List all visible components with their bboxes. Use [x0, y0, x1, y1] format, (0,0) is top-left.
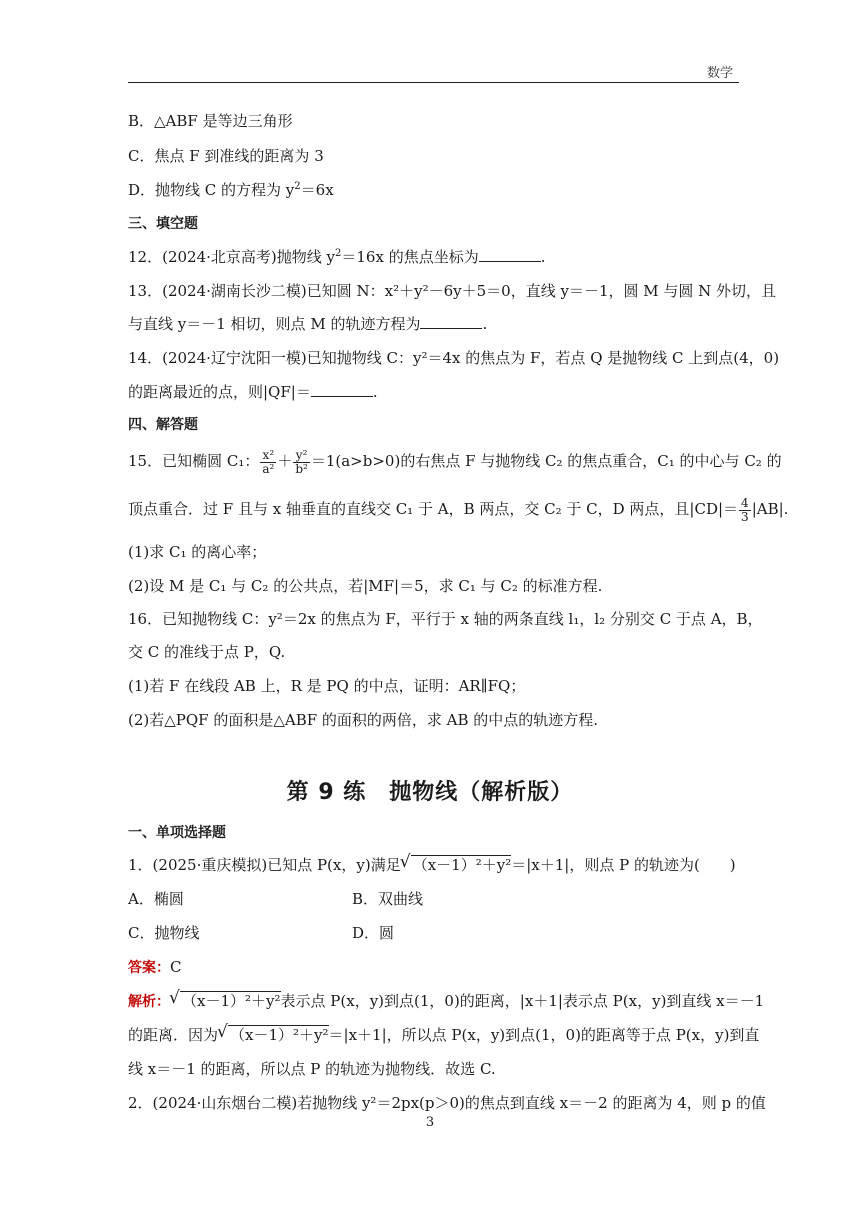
analysis-sqrt-2: √ （x－1）²＋y² — [228, 1025, 329, 1044]
q13-end: . — [482, 315, 488, 333]
q1-stem-a: 1．(2025·重庆模拟)已知点 P(x，y)满足 — [128, 856, 401, 874]
q1-option-a: A．椭圆 — [128, 890, 184, 908]
question-1-stem — [128, 854, 736, 876]
q15-line2-a: 顶点重合．过 F 且与 x 轴垂直的直线交 C₁ 于 A，B 两点，交 C₂ 于 C，D 两点，且|CD|＝ — [128, 500, 739, 518]
question-1-options-row1 — [128, 888, 184, 910]
section-solution-heading: 四、解答题 — [128, 417, 198, 433]
option-d-sup: 2 — [294, 181, 301, 192]
q1-stem-b: ＝|x＋1|，则点 P 的轨迹为( ) — [511, 856, 736, 874]
option-d-suffix: ＝6x — [300, 181, 334, 199]
q14-line2-text: 的距离最近的点，则|QF|＝ — [128, 383, 311, 401]
question-1-answer — [128, 956, 181, 979]
q13-source: (2024·湖南长沙二模) — [162, 282, 307, 300]
analysis-label: 解析： — [128, 994, 170, 1010]
question-14-line1 — [128, 347, 779, 369]
q15-fraction-ratio — [739, 497, 751, 524]
q12-sup: 2 — [335, 248, 342, 259]
question-1-analysis-line2 — [128, 1024, 759, 1046]
page-title: 第 9 练 抛物线（解析版） — [286, 780, 574, 805]
q1-sqrt: √ （x－1）²＋y² — [411, 855, 512, 874]
header-subject: 数学 — [706, 66, 733, 81]
q15-frac2-den: b² — [295, 461, 308, 476]
question-13-line1 — [128, 280, 776, 302]
analysis-line1-text: 表示点 P(x，y)到点(1，0)的距离，|x＋1|表示点 P(x，y)到直线 x＝－1 — [280, 992, 765, 1010]
q1-option-d: D．圆 — [352, 924, 395, 942]
question-12 — [128, 246, 545, 268]
q12-text-b: ＝16x 的焦点坐标为 — [341, 248, 479, 266]
q1-option-c: C．抛物线 — [128, 924, 200, 942]
header-divider — [128, 82, 739, 83]
q1-option-b: B．双曲线 — [352, 890, 424, 908]
q15-frac3-den: 3 — [741, 509, 749, 524]
q12-text-a: 抛物线 y — [276, 248, 335, 266]
q15-fraction-x — [260, 449, 276, 476]
q12-end: . — [540, 248, 546, 266]
question-16-part2: (2)若△PQF 的面积是△ABF 的面积的两倍，求 AB 的中点的轨迹方程. — [128, 711, 599, 729]
q13-line2-text: 与直线 y＝－1 相切，则点 M 的轨迹方程为 — [128, 315, 421, 333]
q14-num: 14． — [128, 349, 163, 367]
q14-source: (2024·辽宁沈阳一模) — [162, 349, 307, 367]
question-14-line2 — [128, 381, 378, 403]
option-b: B．△ABF 是等边三角形 — [128, 112, 293, 130]
answer-value: C — [170, 958, 182, 976]
q15-line1-b: ＝1(a>b>0)的右焦点 F 与抛物线 C₂ 的焦点重合，C₁ 的中心与 C₂ 的 — [310, 452, 782, 470]
option-d — [128, 179, 334, 201]
section-fill-blank-heading: 三、填空题 — [128, 216, 198, 232]
q14-blank — [311, 382, 373, 397]
question-16-line2: 交 C 的准线于点 P，Q. — [128, 643, 286, 661]
q13-num: 13． — [128, 282, 163, 300]
q13-line1: 已知圆 N：x²＋y²－6y＋5＝0，直线 y＝－1，圆 M 与圆 N 外切，且 — [306, 282, 777, 300]
q15-frac2-num: y² — [293, 449, 310, 463]
question-15-part1: (1)求 C₁ 的离心率； — [128, 543, 267, 561]
q15-line2-b: |AB|. — [751, 500, 789, 518]
question-16-line1: 16．已知抛物线 C：y²＝2x 的焦点为 F，平行于 x 轴的两条直线 l₁，l₂ 分别交 C 于点 A，B， — [128, 610, 763, 628]
q12-blank — [479, 247, 541, 262]
analysis-sqrt-1: √ （x－1）²＋y² — [180, 991, 281, 1010]
q12-num: 12． — [128, 248, 163, 266]
q12-source: (2024·北京高考) — [162, 248, 277, 266]
question-15-part2: (2)设 M 是 C₁ 与 C₂ 的公共点，若|MF|＝5，求 C₁ 与 C₂ 的标准方程. — [128, 577, 603, 595]
q15-plus: ＋ — [277, 452, 293, 470]
analysis-line2-a: 的距离．因为 — [128, 1026, 219, 1044]
q15-frac1-num: x² — [260, 449, 276, 463]
question-13-line2 — [128, 313, 487, 335]
q14-line1: 已知抛物线 C：y²＝4x 的焦点为 F，若点 Q 是抛物线 C 上到点(4，0) — [306, 349, 780, 367]
q15-line1-a: 15．已知椭圆 C₁： — [128, 452, 260, 470]
option-d-prefix: D．抛物线 C 的方程为 y — [128, 181, 295, 199]
answer-label: 答案： — [128, 960, 170, 976]
page-number: 3 — [425, 1115, 435, 1130]
q15-frac3-num: 4 — [741, 495, 749, 510]
q15-fraction-y — [293, 449, 310, 476]
option-c: C．焦点 F 到准线的距离为 3 — [128, 147, 324, 165]
q15-frac1-den: a² — [262, 461, 275, 476]
analysis-line2-b: ＝|x＋1|，所以点 P(x，y)到点(1，0)的距离等于点 P(x，y)到直 — [328, 1026, 760, 1044]
question-16-part1: (1)若 F 在线段 AB 上，R 是 PQ 的中点，证明：AR∥FQ； — [128, 677, 526, 695]
question-2-stem: 2．(2024·山东烟台二模)若抛物线 y²＝2px(p＞0)的焦点到直线 x＝－2 的距离为 4，则 p 的值 — [128, 1094, 766, 1112]
q13-blank — [420, 314, 482, 329]
question-15-line2 — [128, 494, 788, 524]
question-15-line1 — [128, 446, 782, 476]
question-1-analysis-line3: 线 x＝－1 的距离，所以点 P 的轨迹为抛物线．故选 C. — [128, 1060, 496, 1078]
question-1-analysis-line1 — [128, 990, 764, 1013]
question-1-options-row2 — [128, 922, 199, 944]
q14-end: . — [372, 383, 378, 401]
section-single-choice-heading: 一、单项选择题 — [128, 825, 226, 841]
